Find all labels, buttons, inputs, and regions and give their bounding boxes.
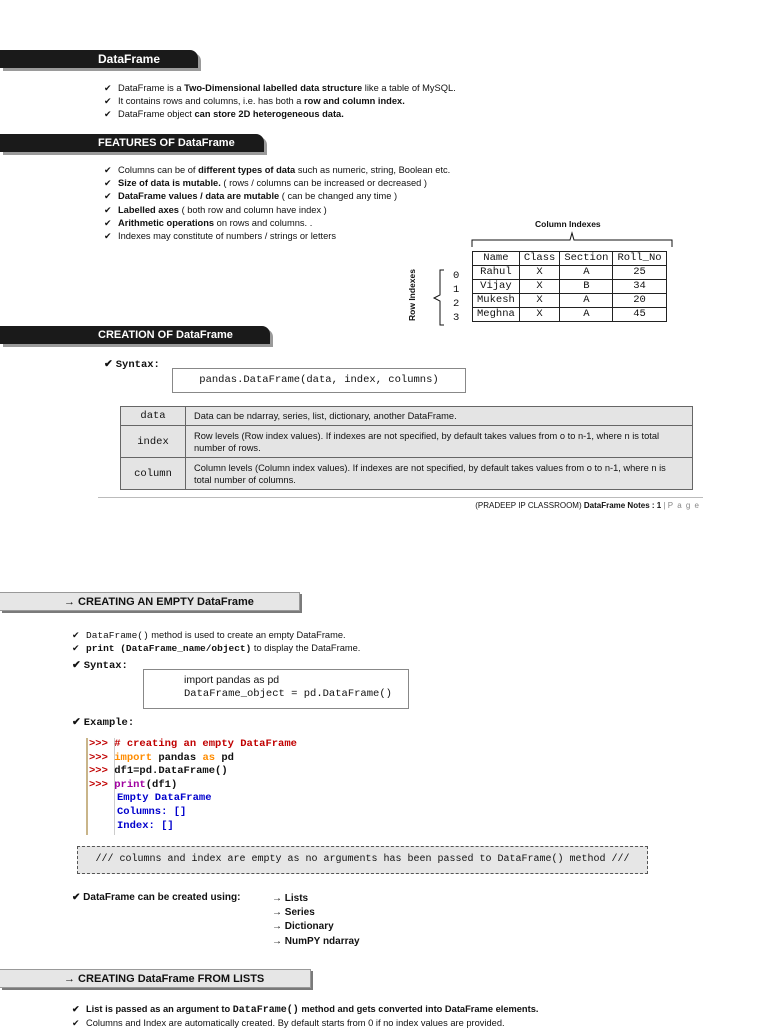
check-icon: ✔ bbox=[72, 892, 81, 903]
code-line: >>> print(df1) bbox=[89, 778, 178, 791]
list-item: ✔ DataFrame() method is used to create an empty DataFrame. bbox=[72, 629, 360, 642]
syntax-label-2: ✔ Syntax: bbox=[72, 659, 128, 672]
row-index-labels bbox=[453, 269, 459, 325]
features-heading: FEATURES OF DataFrame bbox=[0, 134, 264, 152]
list-item: ✔ print (DataFrame_name/object) to display the DataFrame. bbox=[72, 642, 360, 655]
table-row: Vijay X B 34 bbox=[473, 280, 667, 294]
code-output: Columns: [] bbox=[117, 805, 187, 818]
code-output: Index: [] bbox=[117, 819, 174, 832]
example-label: ✔ Example: bbox=[72, 716, 135, 729]
column-brace bbox=[470, 231, 674, 251]
table-row: Rahul X A 25 bbox=[473, 266, 667, 280]
list-item: ✔ Arithmetic operations on rows and columns. . bbox=[104, 217, 450, 230]
empty-dataframe-heading: → CREATING AN EMPTY DataFrame bbox=[0, 592, 300, 611]
table-header-row bbox=[473, 252, 667, 266]
table-row bbox=[121, 426, 693, 458]
page-footer: (PRADEEP IP CLASSROOM) DataFrame Notes : 1 | P a g e bbox=[475, 501, 700, 510]
column-header: Name bbox=[473, 252, 520, 266]
table-row: Meghna X A 45 bbox=[473, 308, 667, 322]
column-header: Class bbox=[519, 252, 560, 266]
code-output: Empty DataFrame bbox=[117, 792, 212, 805]
row-index: 1 bbox=[453, 284, 460, 296]
features-list bbox=[104, 164, 450, 243]
empty-note-box: /// columns and index are empty as no arguments has been passed to DataFrame() method /// bbox=[77, 846, 648, 874]
empty-syntax-box: import pandas as pd DataFrame_object = pd.DataFrame() bbox=[143, 669, 409, 709]
list-item: ✔ Columns can be of different types of data such as numeric, string, Boolean etc. bbox=[104, 164, 450, 177]
table-row bbox=[121, 407, 693, 426]
list-item: ✔ DataFrame is a Two-Dimensional labelled data structure like a table of MySQL. bbox=[104, 82, 456, 95]
created-using-list bbox=[272, 892, 360, 949]
check-icon: ✔ bbox=[72, 716, 81, 728]
list-item: ✔ DataFrame object can store 2D heterogeneous data. bbox=[104, 108, 456, 121]
column-indexes-label: Column Indexes bbox=[535, 219, 601, 229]
list-item: → NumPY ndarray bbox=[272, 935, 360, 947]
footer-rule bbox=[98, 497, 703, 498]
row-indexes-label: Row Indexes bbox=[406, 269, 417, 321]
parameters-table bbox=[120, 406, 693, 490]
list-item: ✔ It contains rows and columns, i.e. has both a row and column index. bbox=[104, 95, 456, 108]
check-icon: ✔ bbox=[104, 358, 113, 370]
param-desc: Row levels (Row index values). If indexes are not specified, by default takes values from o to n-1, where n is total number of rows. bbox=[186, 426, 693, 458]
row-index: 0 bbox=[453, 270, 460, 282]
list-item: ✔ Indexes may constitute of numbers / strings or letters bbox=[104, 230, 450, 243]
creation-heading: CREATION OF DataFrame bbox=[0, 326, 270, 344]
list-item: ✔ DataFrame values / data are mutable ( can be changed any time ) bbox=[104, 190, 450, 203]
list-item: ✔ Size of data is mutable. ( rows / columns can be increased or decreased ) bbox=[104, 177, 450, 190]
row-brace bbox=[432, 268, 448, 328]
row-index: 2 bbox=[453, 298, 460, 310]
code-line: >>> df1=pd.DataFrame() bbox=[89, 765, 228, 778]
code-line: >>> # creating an empty DataFrame bbox=[89, 738, 297, 750]
dataframe-heading-text: DataFrame bbox=[98, 52, 161, 66]
param-name: index bbox=[121, 426, 186, 458]
intro-list bbox=[104, 82, 456, 122]
sample-dataframe-table bbox=[472, 251, 667, 322]
list-item: → Dictionary bbox=[272, 921, 334, 933]
table-row bbox=[121, 458, 693, 490]
column-header: Section bbox=[560, 252, 613, 266]
syntax-label: ✔ Syntax: bbox=[104, 358, 160, 371]
column-header: Roll_No bbox=[613, 252, 666, 266]
code-line: >>> import pandas as pd bbox=[89, 751, 234, 764]
param-desc: Data can be ndarray, series, list, dictionary, another DataFrame. bbox=[186, 407, 693, 426]
list-item: → Series bbox=[272, 907, 315, 919]
check-icon: ✔ bbox=[72, 659, 81, 671]
table-row: Mukesh X A 20 bbox=[473, 294, 667, 308]
code-block bbox=[86, 738, 336, 838]
code-lines bbox=[89, 738, 297, 833]
param-desc: Column levels (Column index values). If indexes are not specified, by default takes values from o to n-1, where n is total number of columns. bbox=[186, 458, 693, 490]
list-item: ✔ Columns and Index are automatically created. By default starts from 0 if no index values are provided. bbox=[72, 1017, 538, 1030]
list-item: ✔ List is passed as an argument to DataFrame() method and gets converted into DataFrame elements. bbox=[72, 1003, 538, 1017]
dataframe-heading bbox=[0, 50, 198, 68]
list-item: → Lists bbox=[272, 893, 309, 904]
row-index: 3 bbox=[453, 312, 460, 324]
list-item: ✔ Labelled axes ( both row and column have index ) bbox=[104, 204, 450, 217]
param-name: column bbox=[121, 458, 186, 490]
syntax-code-box: pandas.DataFrame(data, index, columns) bbox=[172, 368, 466, 393]
created-using-label: ✔ DataFrame can be created using: bbox=[72, 892, 241, 903]
param-name: data bbox=[121, 407, 186, 426]
code-left-border bbox=[86, 738, 88, 835]
lists-list bbox=[72, 1003, 538, 1030]
lists-heading: → CREATING DataFrame FROM LISTS bbox=[0, 969, 311, 988]
empty-dataframe-list bbox=[72, 629, 360, 655]
